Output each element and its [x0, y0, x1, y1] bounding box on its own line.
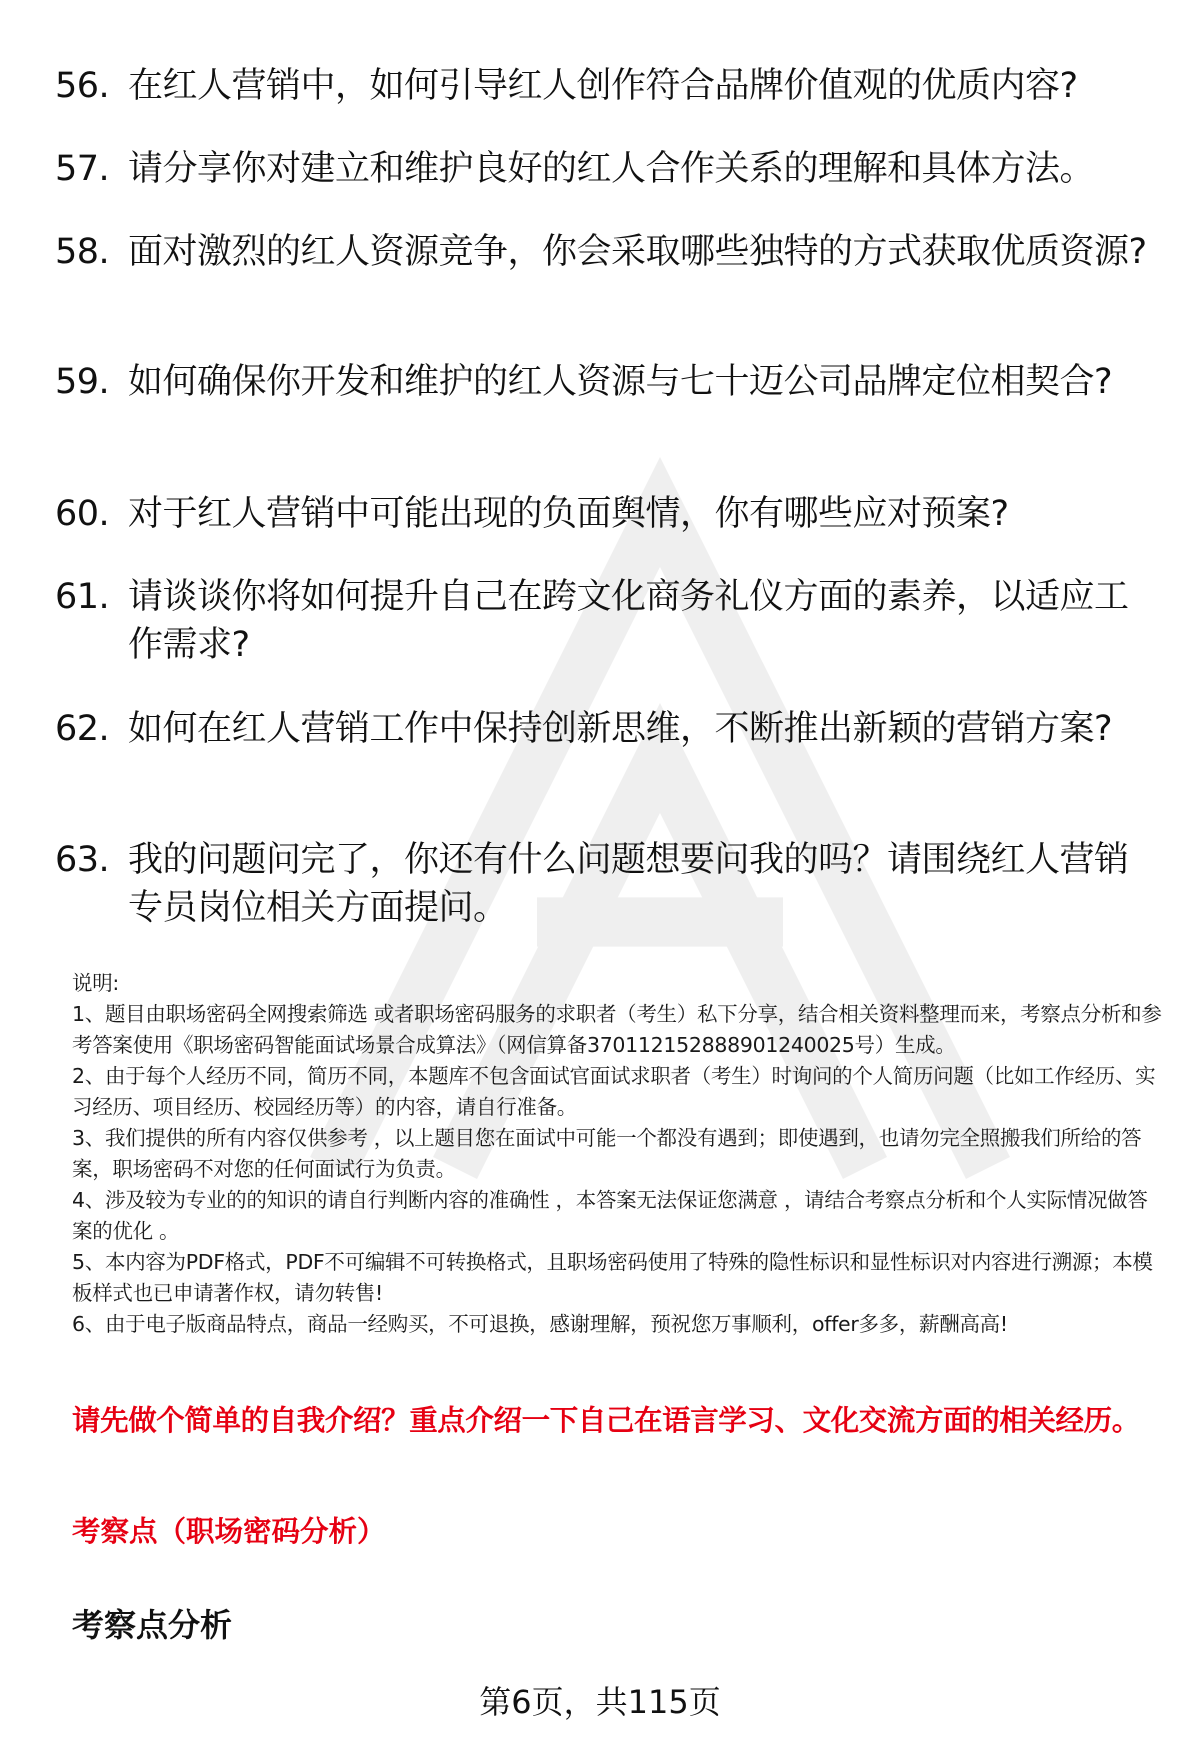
question-item	[55, 836, 1155, 932]
analysis-label: 考察点（职场密码分析）	[72, 1515, 386, 1548]
note-item: 1、题目由职场密码全网搜索筛选 或者职场密码服务的求职者（考生）私下分享，结合相关资料整理而来，考察点分析和参考答案使用《职场密码智能面试场景合成算法》（网信算备370112152888901240025号）生成。	[72, 1002, 1162, 1057]
question-text: 如何确保你开发和维护的红人资源与七十迈公司品牌定位相契合?	[128, 362, 1113, 402]
question-number: 60.	[55, 494, 110, 534]
question-item	[55, 490, 1155, 538]
section-heading: 考察点分析	[72, 1606, 233, 1644]
question-item	[55, 705, 1155, 753]
question-number: 57.	[55, 149, 110, 189]
question-item	[55, 145, 1155, 193]
page-number: 第6页，共115页	[479, 1683, 721, 1721]
note-item: 2、由于每个人经历不同，简历不同，本题库不包含面试官面试求职者（考生）时询问的个人简历问题（比如工作经历、实习经历、项目经历、校园经历等）的内容，请自行准备。	[72, 1064, 1156, 1119]
question-number: 58.	[55, 232, 110, 272]
question-number: 61.	[55, 577, 110, 617]
note-item: 6、由于电子版商品特点，商品一经购买，不可退换，感谢理解，预祝您万事顺利，offer多多，薪酬高高!	[72, 1312, 1008, 1336]
question-text: 请分享你对建立和维护良好的红人合作关系的理解和具体方法。	[128, 149, 1095, 189]
featured-question: 请先做个简单的自我介绍？重点介绍一下自己在语言学习、文化交流方面的相关经历。	[72, 1404, 1140, 1437]
question-item	[55, 573, 1155, 669]
note-item: 5、本内容为PDF格式，PDF不可编辑不可转换格式，且职场密码使用了特殊的隐性标识和显性标识对内容进行溯源；本模板样式也已申请著作权，请勿转售!	[72, 1250, 1153, 1305]
note-item: 3、我们提供的所有内容仅供参考 ，以上题目您在面试中可能一个都没有遇到；即使遇到，也请勿完全照搬我们所给的答案，职场密码不对您的任何面试行为负责。	[72, 1126, 1142, 1181]
question-number: 59.	[55, 362, 110, 402]
question-item	[55, 228, 1155, 276]
question-item	[55, 62, 1155, 110]
notes-title: 说明:	[72, 971, 120, 995]
question-text: 在红人营销中，如何引导红人创作符合品牌价值观的优质内容?	[128, 66, 1078, 106]
question-number: 62.	[55, 709, 110, 749]
notes-section	[72, 968, 1162, 1340]
question-text: 对于红人营销中可能出现的负面舆情，你有哪些应对预案?	[128, 494, 1009, 534]
question-text: 请谈谈你将如何提升自己在跨文化商务礼仪方面的素养，以适应工作需求?	[128, 577, 1129, 665]
question-item	[55, 358, 1155, 406]
question-text: 我的问题问完了，你还有什么问题想要问我的吗？请围绕红人营销专员岗位相关方面提问。	[128, 840, 1129, 928]
question-number: 63.	[55, 840, 110, 880]
question-text: 面对激烈的红人资源竞争，你会采取哪些独特的方式获取优质资源?	[128, 232, 1147, 272]
note-item: 4、涉及较为专业的的知识的请自行判断内容的准确性 ，本答案无法保证您满意 ，请结合考察点分析和个人实际情况做答案的优化 。	[72, 1188, 1148, 1243]
question-number: 56.	[55, 66, 110, 106]
question-text: 如何在红人营销工作中保持创新思维，不断推出新颖的营销方案?	[128, 709, 1113, 749]
